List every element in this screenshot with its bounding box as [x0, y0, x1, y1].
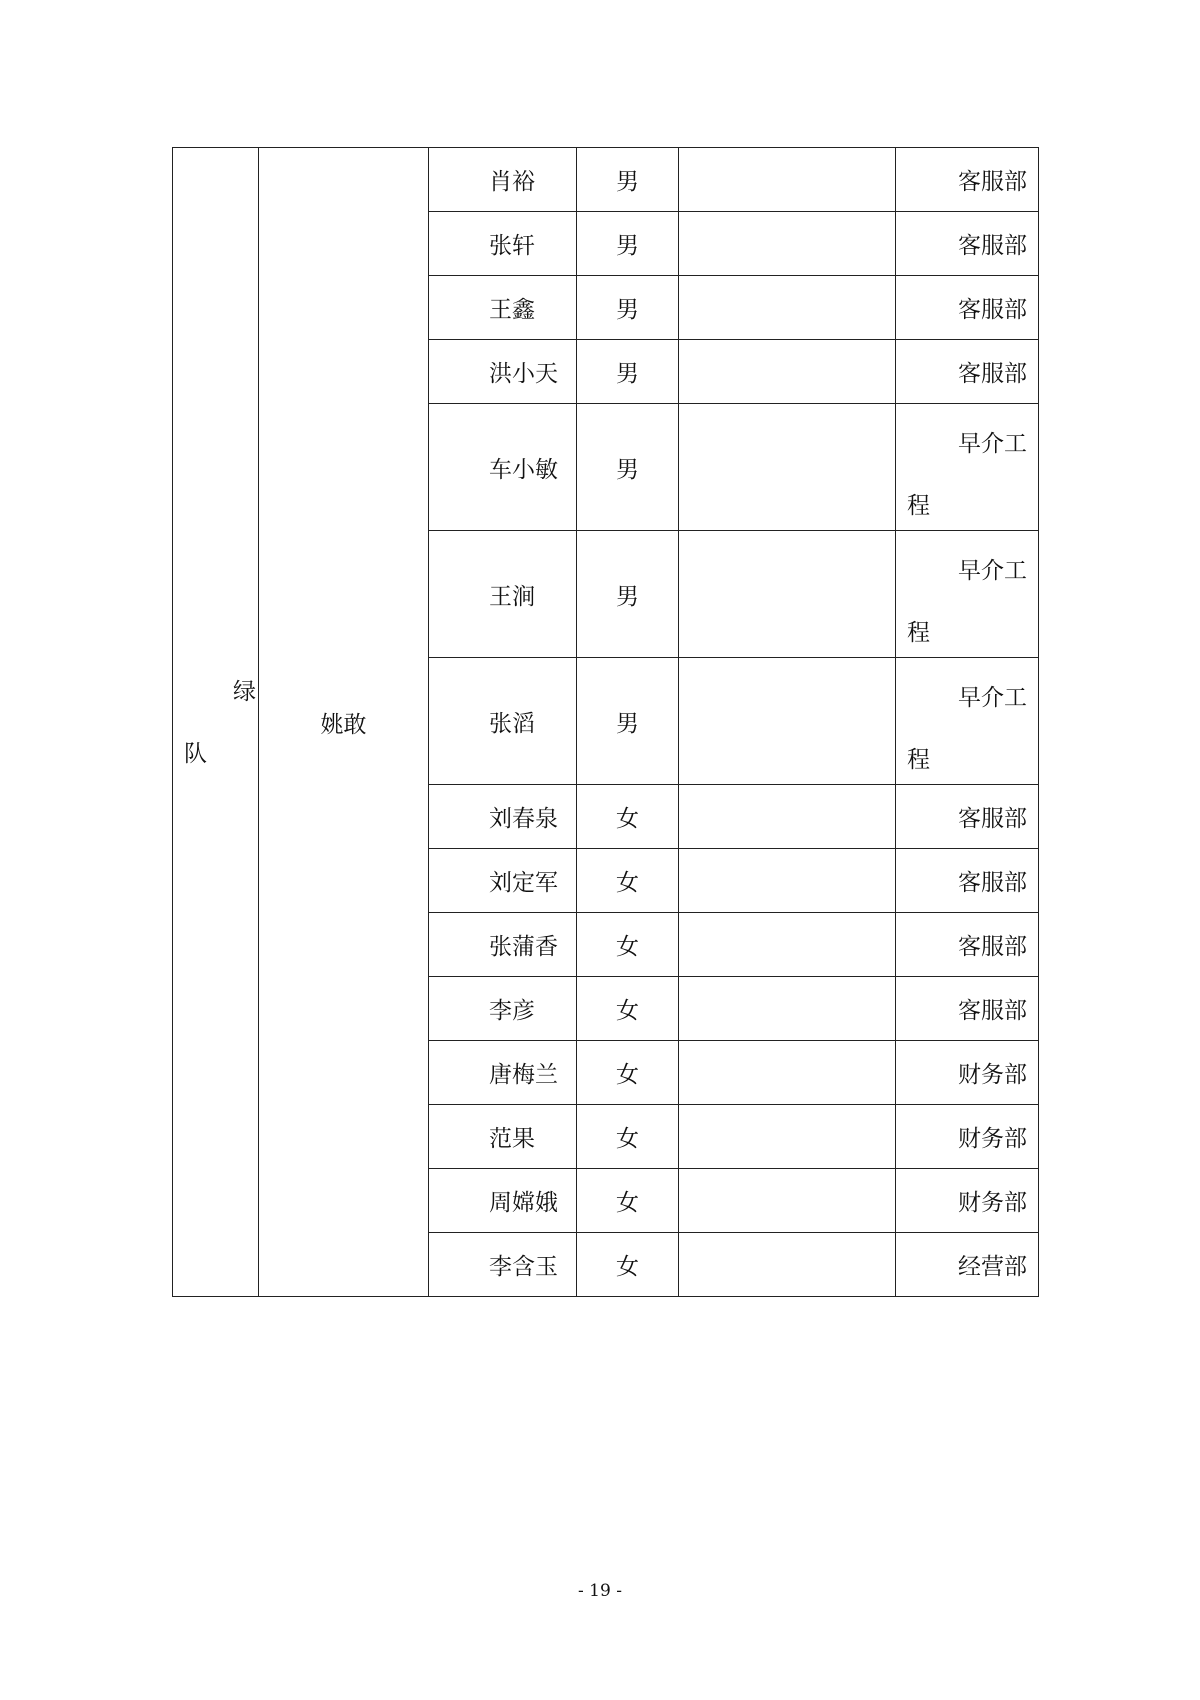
- team-name-part: 绿: [233, 679, 256, 705]
- member-gender: 女: [577, 977, 679, 1041]
- member-name: 李含玉: [429, 1233, 577, 1297]
- member-note: [679, 1105, 896, 1169]
- member-gender: 男: [577, 148, 679, 212]
- member-note: [679, 1169, 896, 1233]
- team-cell: [173, 148, 259, 1297]
- member-name: 王鑫: [429, 276, 577, 340]
- member-note: [679, 913, 896, 977]
- member-gender: 女: [577, 849, 679, 913]
- member-name: 唐梅兰: [429, 1041, 577, 1105]
- member-name: 洪小天: [429, 340, 577, 404]
- member-gender: 女: [577, 785, 679, 849]
- member-department: [896, 531, 1039, 658]
- member-gender: 男: [577, 212, 679, 276]
- department-line: 早介工: [958, 431, 1027, 457]
- table-body: [173, 148, 1039, 1297]
- member-gender: 女: [577, 913, 679, 977]
- member-department: 客服部: [896, 212, 1039, 276]
- member-department: 客服部: [896, 977, 1039, 1041]
- member-name: 肖裕: [429, 148, 577, 212]
- member-gender: 男: [577, 531, 679, 658]
- member-name: 张蒲香: [429, 913, 577, 977]
- member-department: 客服部: [896, 913, 1039, 977]
- member-department: 客服部: [896, 340, 1039, 404]
- member-note: [679, 340, 896, 404]
- member-gender: 男: [577, 658, 679, 785]
- department-line: 程: [907, 620, 930, 646]
- member-name: 周嫦娥: [429, 1169, 577, 1233]
- team-name-part: 队: [184, 741, 207, 767]
- member-name: 刘定军: [429, 849, 577, 913]
- department-line: 早介工: [958, 558, 1027, 584]
- member-gender: 男: [577, 276, 679, 340]
- department-line: 程: [907, 493, 930, 519]
- member-note: [679, 849, 896, 913]
- member-note: [679, 276, 896, 340]
- member-note: [679, 212, 896, 276]
- member-name: 王涧: [429, 531, 577, 658]
- member-gender: 女: [577, 1105, 679, 1169]
- member-department: 经营部: [896, 1233, 1039, 1297]
- member-note: [679, 1041, 896, 1105]
- member-department: 客服部: [896, 148, 1039, 212]
- page-number: - 19 -: [578, 1581, 622, 1601]
- department-line: 早介工: [958, 685, 1027, 711]
- member-name: 张轩: [429, 212, 577, 276]
- member-note: [679, 148, 896, 212]
- member-name: 李彦: [429, 977, 577, 1041]
- member-name: 刘春泉: [429, 785, 577, 849]
- member-note: [679, 785, 896, 849]
- member-gender: 男: [577, 404, 679, 531]
- member-name: 车小敏: [429, 404, 577, 531]
- member-name: 范果: [429, 1105, 577, 1169]
- department-line: 程: [907, 747, 930, 773]
- member-department: 财务部: [896, 1041, 1039, 1105]
- member-gender: 女: [577, 1233, 679, 1297]
- member-department: 客服部: [896, 276, 1039, 340]
- member-note: [679, 977, 896, 1041]
- member-department: [896, 404, 1039, 531]
- member-department: [896, 658, 1039, 785]
- table-row: [173, 148, 1039, 212]
- member-name: 张滔: [429, 658, 577, 785]
- member-department: 客服部: [896, 785, 1039, 849]
- member-gender: 男: [577, 340, 679, 404]
- leader-cell: 姚敢: [259, 148, 429, 1297]
- member-note: [679, 658, 896, 785]
- member-department: 财务部: [896, 1105, 1039, 1169]
- member-note: [679, 404, 896, 531]
- member-note: [679, 531, 896, 658]
- member-department: 客服部: [896, 849, 1039, 913]
- member-gender: 女: [577, 1041, 679, 1105]
- member-department: 财务部: [896, 1169, 1039, 1233]
- member-gender: 女: [577, 1169, 679, 1233]
- personnel-table: [172, 147, 1039, 1297]
- member-note: [679, 1233, 896, 1297]
